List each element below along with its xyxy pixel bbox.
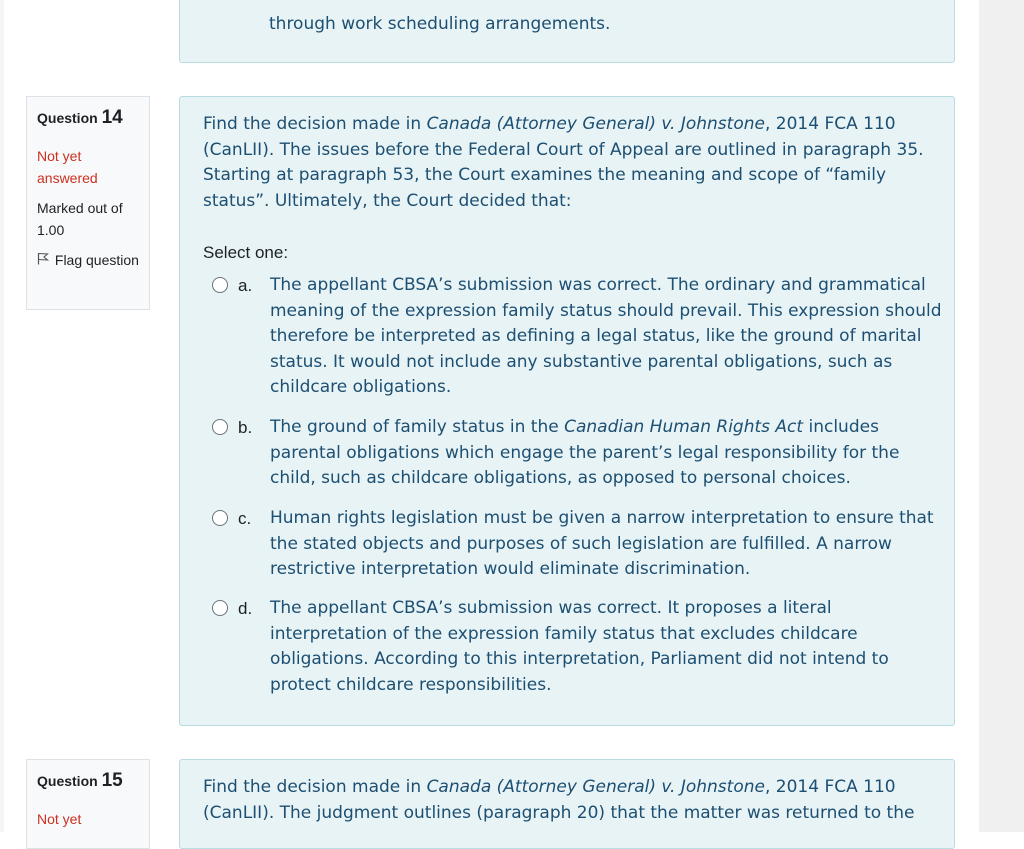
- answer-text: The appellant CBSA’s submission was correct. The ordinary and grammatical meaning of the expression family status should prevail. This expression should therefore be interpreted as defining a legal status, like the ground of marital status. It would not include any substantive parental obligations, such as childcare obligations.: [270, 275, 942, 397]
- answer-option-b[interactable]: [212, 415, 952, 492]
- answer-letter: b.: [238, 418, 253, 437]
- answer-text: Human rights legislation must be given a narrow interpretation to ensure that the stated objects and purposes of such legislation are fulfilled. A narrow restrictive interpretation would eliminate discrimination.: [270, 508, 934, 579]
- flag-question-link[interactable]: [37, 249, 141, 271]
- flag-icon: [37, 249, 51, 271]
- radio-button[interactable]: [212, 600, 228, 616]
- radio-button[interactable]: [212, 419, 228, 435]
- question-14-state: Not yet answered: [37, 148, 98, 186]
- answer-option-c[interactable]: [212, 506, 952, 583]
- question-15-content: [179, 759, 955, 849]
- answer-text: The ground of family status in the Canadian Human Rights Act includes parental obligations which engage the parent’s legal responsibility for the child, such as childcare obligations, as opposed to personal choices.: [270, 417, 900, 488]
- question-14-number: Question 14: [37, 107, 123, 128]
- previous-question-text: through work scheduling arrangements.: [269, 14, 611, 34]
- question-15-state: Not yet: [37, 811, 82, 827]
- question-14-grade: Marked out of 1.00: [37, 200, 123, 238]
- answer-letter: d.: [238, 599, 253, 618]
- radio-button[interactable]: [212, 510, 228, 526]
- answer-letter: a.: [238, 276, 253, 295]
- page-left-edge: [0, 0, 4, 832]
- previous-question-content: [179, 0, 955, 63]
- radio-button[interactable]: [212, 277, 228, 293]
- case-name: Canada (Attorney General) v. Johnstone: [426, 114, 765, 134]
- answer-text: The appellant CBSA’s submission was correct. It proposes a literal interpretation of the expression family status that excludes childcare obligations. According to this interpretation, Parliament did not intend to protect childcare responsibilities.: [270, 598, 889, 695]
- question-14-content: [179, 96, 955, 726]
- answer-option-d[interactable]: [212, 596, 952, 699]
- question-14-info: [26, 96, 150, 310]
- select-one-prompt: Select one:: [203, 243, 289, 262]
- flag-question-label: Flag question: [54, 252, 139, 268]
- answer-letter: c.: [238, 509, 252, 528]
- act-name: Canadian Human Rights Act: [564, 417, 804, 437]
- question-15-text: Find the decision made in Canada (Attorney General) v. Johnstone, 2014 FCA 110 (CanLII). The judgment outlines (paragraph 20) that the matter was returned to the: [203, 777, 915, 823]
- answer-option-a[interactable]: [212, 273, 952, 401]
- case-name: Canada (Attorney General) v. Johnstone: [426, 777, 765, 797]
- question-15-info: [26, 759, 150, 849]
- question-15-number: Question 15: [37, 770, 123, 791]
- scrollbar-track[interactable]: [979, 0, 1024, 832]
- question-14-text: Find the decision made in Canada (Attorney General) v. Johnstone, 2014 FCA 110 (CanLII). The issues before the Federal Court of Appeal are outlined in paragraph 35. Starting at paragraph 53, the Court examines the meaning and scope of “family status”. Ultimately, the Court decided that:: [203, 114, 924, 211]
